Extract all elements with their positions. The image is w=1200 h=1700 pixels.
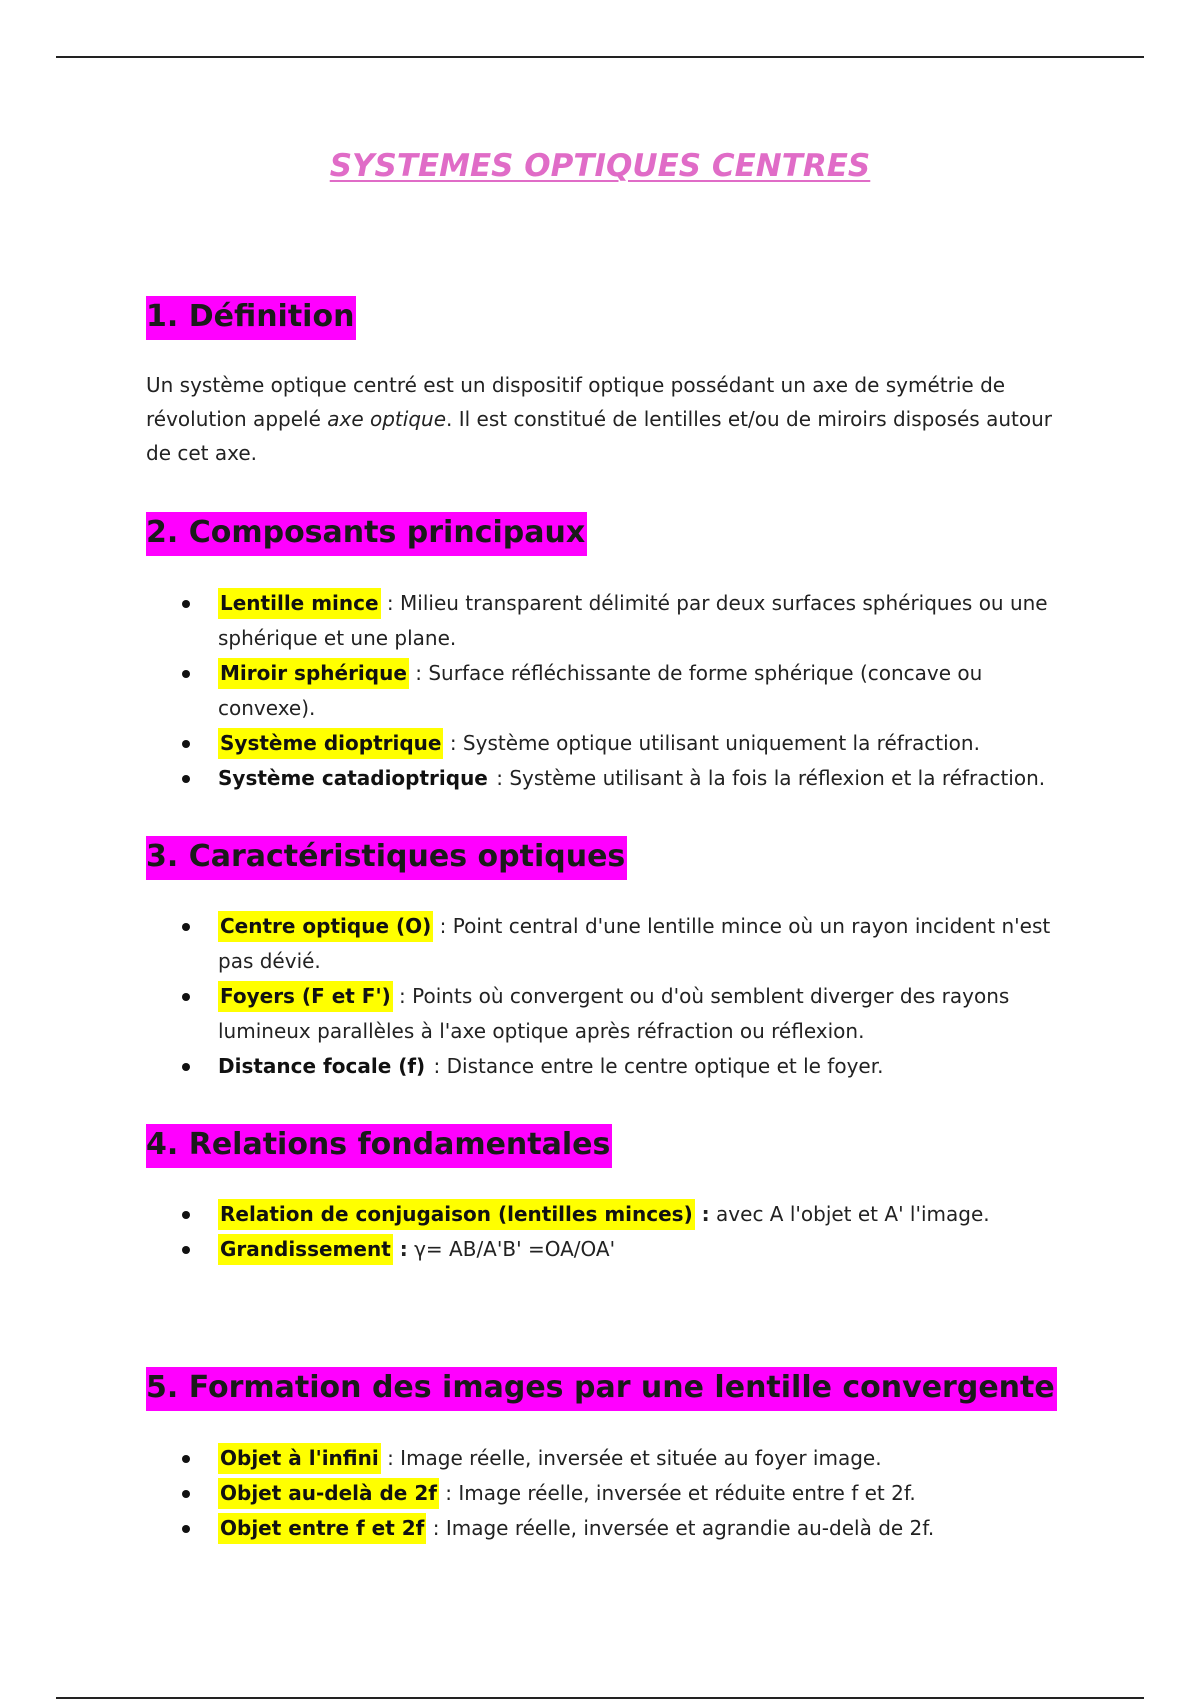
top-rule: [56, 56, 1144, 58]
bullet-icon: [182, 1211, 190, 1219]
term: Système dioptrique: [218, 728, 443, 759]
section-relations: [146, 1124, 1066, 1267]
bullet-icon: [182, 1525, 190, 1533]
term: Objet à l'infini: [218, 1443, 381, 1474]
bullet-icon: [182, 600, 190, 608]
section-characteristics: [146, 836, 1066, 1084]
section-components: [146, 512, 1066, 796]
item-text: : Milieu transparent délimité par deux surfaces sphériques ou une sphérique et une plane.: [218, 591, 1048, 650]
list-item: [146, 909, 1066, 979]
list-item: [146, 726, 1066, 761]
term: Foyers (F et F'): [218, 981, 393, 1012]
list-item: [146, 761, 1066, 796]
bullet-icon: [182, 740, 190, 748]
bullet-icon: [182, 923, 190, 931]
item-text: : Distance entre le centre optique et le foyer.: [427, 1054, 884, 1078]
characteristics-list: [146, 909, 1066, 1084]
list-item: [146, 1232, 1066, 1267]
item-text: : Système optique utilisant uniquement la réfraction.: [443, 731, 980, 755]
item-text: : Image réelle, inversée et située au foyer image.: [380, 1446, 882, 1470]
bullet-icon: [182, 1063, 190, 1071]
list-item: [146, 1476, 1066, 1511]
term: Objet au-delà de 2f: [218, 1478, 439, 1509]
section-heading: 3. Caractéristiques optiques: [146, 836, 627, 880]
term: Lentille mince: [218, 588, 381, 619]
section-heading: 1. Définition: [146, 296, 356, 340]
section-image-formation: [146, 1367, 1066, 1546]
bullet-icon: [182, 1455, 190, 1463]
definition-paragraph: [146, 368, 1066, 470]
term: Système catadioptrique: [218, 766, 488, 790]
section-heading: 4. Relations fondamentales: [146, 1124, 612, 1168]
term: Centre optique (O): [218, 911, 433, 942]
term: Relation de conjugaison (lentilles minces): [218, 1199, 695, 1230]
list-item: [146, 1441, 1066, 1476]
list-item: [146, 586, 1066, 656]
item-text: : Image réelle, inversée et agrandie au-delà de 2f.: [426, 1516, 935, 1540]
bullet-icon: [182, 993, 190, 1001]
list-item: [146, 1197, 1066, 1232]
paragraph-italic-term: axe optique: [327, 407, 446, 431]
item-text: : Surface réfléchissante de forme sphérique (concave ou convexe).: [218, 661, 983, 720]
term: Objet entre f et 2f: [218, 1513, 426, 1544]
bottom-rule: [56, 1697, 1144, 1699]
bullet-icon: [182, 670, 190, 678]
bullet-icon: [182, 1490, 190, 1498]
term-colon: :: [392, 1237, 408, 1261]
bullet-icon: [182, 1246, 190, 1254]
term: Miroir sphérique: [218, 658, 409, 689]
term: Grandissement: [218, 1234, 393, 1265]
components-list: [146, 586, 1066, 796]
list-item: [146, 1049, 1066, 1084]
list-item: [146, 1511, 1066, 1546]
paragraph-text: . Il est constitué de lentilles et/ou de miroirs disposés autour de cet axe.: [146, 407, 1052, 465]
item-text: : Points où convergent ou d'où semblent diverger des rayons lumineux parallèles à l'axe optique après réfraction ou réflexion.: [218, 984, 1010, 1043]
paragraph-text: Un système optique centré est un dispositif optique possédant un axe de symétrie de révolution appelé: [146, 373, 1006, 431]
image-formation-list: [146, 1441, 1066, 1546]
item-text: : Système utilisant à la fois la réflexion et la réfraction.: [489, 766, 1046, 790]
section-heading: 2. Composants principaux: [146, 512, 587, 556]
item-text: avec A l'objet et A' l'image.: [709, 1202, 990, 1226]
page-title: SYSTEMES OPTIQUES CENTRES: [329, 148, 871, 184]
list-item: [146, 656, 1066, 726]
list-item: [146, 979, 1066, 1049]
bullet-icon: [182, 775, 190, 783]
section-definition: [146, 296, 1066, 470]
term: Distance focale (f): [218, 1054, 426, 1078]
item-text: : Point central d'une lentille mince où un rayon incident n'est pas dévié.: [218, 914, 1051, 973]
term-colon: :: [694, 1202, 710, 1226]
item-text: : Image réelle, inversée et réduite entre f et 2f.: [438, 1481, 916, 1505]
item-text: γ= AB/A'B' =OA/OA': [407, 1237, 616, 1261]
section-heading: 5. Formation des images par une lentille convergente: [146, 1367, 1057, 1411]
relations-list: [146, 1197, 1066, 1267]
